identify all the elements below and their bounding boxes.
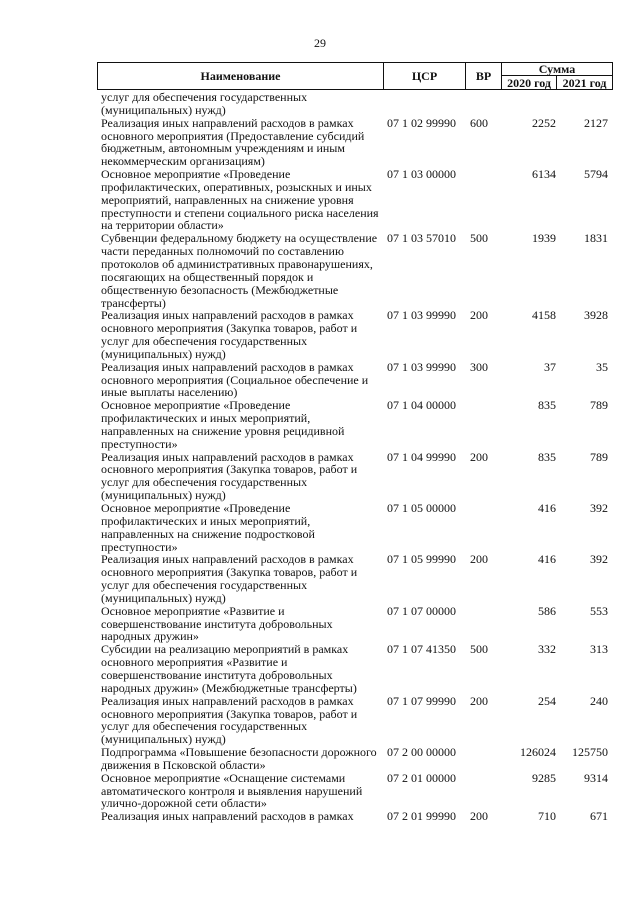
row-name: услуг для обеспечения государственных (муниципальных) нужд) — [101, 90, 308, 117]
row-sum-2020: 6134 — [532, 167, 556, 182]
table-row — [101, 117, 613, 168]
row-vr: 200 — [470, 449, 488, 464]
table-body — [101, 91, 613, 823]
header-name: Наименование — [98, 63, 384, 89]
row-name: Реализация иных направлений расходов в рамках основного мероприятия (Социальное обеспечение и иные выплаты населению) — [101, 359, 369, 400]
row-vr: 200 — [470, 552, 488, 567]
table-row — [101, 451, 613, 502]
row-sum-2021: 789 — [590, 398, 608, 413]
row-csr: 07 1 07 41350 — [387, 642, 456, 657]
row-sum-2021: 5794 — [584, 167, 608, 182]
row-csr: 07 1 03 99990 — [387, 359, 456, 374]
row-sum-2021: 35 — [596, 359, 608, 374]
row-csr: 07 1 07 99990 — [387, 693, 456, 708]
header-csr: ЦСР — [384, 63, 466, 89]
table-row — [101, 810, 613, 823]
row-csr: 07 1 03 00000 — [387, 167, 456, 182]
row-sum-2021: 553 — [590, 603, 608, 618]
row-name: Субсидии на реализацию мероприятий в рамках основного мероприятия «Развитие и совершенствование института добровольных народных дружин» (Межбюджетные трансферты) — [101, 642, 357, 695]
table-row — [101, 695, 613, 746]
page-number: 29 — [314, 36, 326, 50]
row-name: Основное мероприятие «Развитие и совершенствование института добровольных народных дружин» — [101, 603, 333, 644]
row-name: Основное мероприятие «Проведение профилактических и иных мероприятий, направленных на снижение подростковой преступности» — [101, 501, 315, 554]
row-sum-2020: 416 — [538, 552, 556, 567]
row-sum-2021: 240 — [590, 693, 608, 708]
table-row — [101, 399, 613, 450]
row-vr — [470, 168, 500, 232]
row-csr: 07 1 04 99990 — [387, 449, 456, 464]
row-csr: 07 1 02 99990 — [387, 115, 456, 130]
row-sum-2020: 332 — [538, 642, 556, 657]
row-name: Субвенции федеральному бюджету на осуществление части переданных полномочий по составлению протоколов об административных правонарушениях, посягающих на общественный порядок и общественную безопасность (Межбюджетные трансферты) — [101, 231, 378, 310]
row-sum-2020: 9285 — [532, 770, 556, 785]
row-sum-2021: 392 — [590, 501, 608, 515]
row-csr: 07 1 04 00000 — [387, 398, 456, 413]
table-row — [101, 91, 613, 117]
row-vr — [470, 605, 500, 644]
row-sum-2020: 586 — [538, 603, 556, 618]
row-sum-2020: 710 — [538, 809, 556, 824]
row-csr: 07 2 00 00000 — [387, 745, 456, 760]
row-vr — [470, 399, 500, 450]
row-name: Основное мероприятие «Проведение профилактических, оперативных, розыскных и иных мероприятий, направленных на снижение уровня преступности и степени социального риска населения на территории области» — [101, 167, 379, 233]
table-row — [101, 772, 613, 811]
table-row — [101, 309, 613, 360]
row-name: Реализация иных направлений расходов в рамках основного мероприятия (Закупка товаров, работ и услуг для обеспечения государственных (муниципальных) нужд) — [101, 308, 358, 361]
row-csr: 07 1 03 99990 — [387, 308, 456, 323]
row-sum-2020: 37 — [544, 359, 556, 374]
row-vr — [470, 502, 500, 553]
row-sum-2020: 254 — [538, 693, 556, 708]
table-row — [101, 605, 613, 644]
table-row — [101, 502, 613, 553]
row-vr — [470, 91, 500, 117]
row-sum-2020: 126024 — [520, 745, 556, 760]
header-year-2021: 2021 год — [562, 75, 607, 90]
row-sum-2021: 9314 — [584, 770, 608, 785]
row-sum-2021: 313 — [590, 642, 608, 657]
row-vr: 600 — [470, 115, 488, 130]
row-sum-2021: 392 — [590, 552, 608, 567]
row-vr: 300 — [470, 359, 488, 374]
row-sum-2021: 2127 — [584, 115, 608, 130]
row-name: Реализация иных направлений расходов в рамках основного мероприятия (Закупка товаров, работ и услуг для обеспечения государственных (муниципальных) нужд) — [101, 552, 358, 605]
row-sum-2020: 2252 — [532, 115, 556, 130]
row-csr — [384, 91, 470, 117]
row-name: Основное мероприятие «Оснащение системами автоматического контроля и выявления нарушений улично-дорожной сети области» — [101, 770, 363, 811]
table-row — [101, 232, 613, 309]
row-sum-2021: 125750 — [572, 745, 608, 760]
row-vr: 200 — [470, 308, 488, 323]
row-name: Реализация иных направлений расходов в рамках основного мероприятия (Закупка товаров, работ и услуг для обеспечения государственных (муниципальных) нужд) — [101, 693, 358, 747]
row-csr: 07 2 01 00000 — [387, 770, 456, 785]
row-name: Реализация иных направлений расходов в рамках основного мероприятия (Предоставление субсидий бюджетным, автономным учреждениям и иным некоммерческим организациям) — [101, 115, 365, 169]
row-sum-2021: 1831 — [584, 231, 608, 246]
header-sum: Сумма — [502, 63, 612, 76]
row-vr: 500 — [470, 642, 488, 657]
row-vr: 200 — [470, 809, 488, 824]
row-vr: 500 — [470, 231, 488, 246]
row-sum-2020: 835 — [538, 449, 556, 464]
row-name: Подпрограмма «Повышение безопасности дорожного движения в Псковской области» — [101, 745, 377, 772]
header-year-2020: 2020 год — [502, 76, 557, 90]
table-row — [101, 168, 613, 232]
row-sum-2020: 4158 — [532, 308, 556, 323]
table-header — [97, 62, 613, 90]
row-csr: 07 1 07 00000 — [387, 603, 456, 618]
row-name: Основное мероприятие «Проведение профилактических и иных мероприятий, направленных на снижение уровня рецидивной преступности» — [101, 398, 345, 451]
row-csr: 07 1 05 99990 — [387, 552, 456, 567]
header-vr: ВР — [466, 63, 502, 89]
row-sum-2021: 671 — [590, 809, 608, 824]
table-row — [101, 553, 613, 604]
table-row — [101, 643, 613, 694]
row-sum-2021: 789 — [590, 449, 608, 464]
row-sum-2020 — [500, 91, 556, 117]
row-sum-2020: 835 — [538, 398, 556, 413]
row-name: Реализация иных направлений расходов в рамках основного мероприятия (Закупка товаров, работ и услуг для обеспечения государственных (муниципальных) нужд) — [101, 449, 358, 503]
row-csr: 07 1 03 57010 — [387, 231, 456, 246]
table-row — [101, 746, 613, 772]
table-row — [101, 361, 613, 400]
row-vr — [470, 772, 500, 811]
row-sum-2021 — [556, 91, 608, 117]
row-sum-2020: 416 — [538, 501, 556, 515]
row-csr: 07 2 01 99990 — [387, 809, 456, 824]
row-csr: 07 1 05 00000 — [387, 501, 456, 515]
row-vr — [470, 746, 500, 772]
row-name: Реализация иных направлений расходов в рамках — [101, 809, 354, 824]
row-vr: 200 — [470, 693, 488, 708]
row-sum-2021: 3928 — [584, 308, 608, 323]
row-sum-2020: 1939 — [532, 231, 556, 246]
